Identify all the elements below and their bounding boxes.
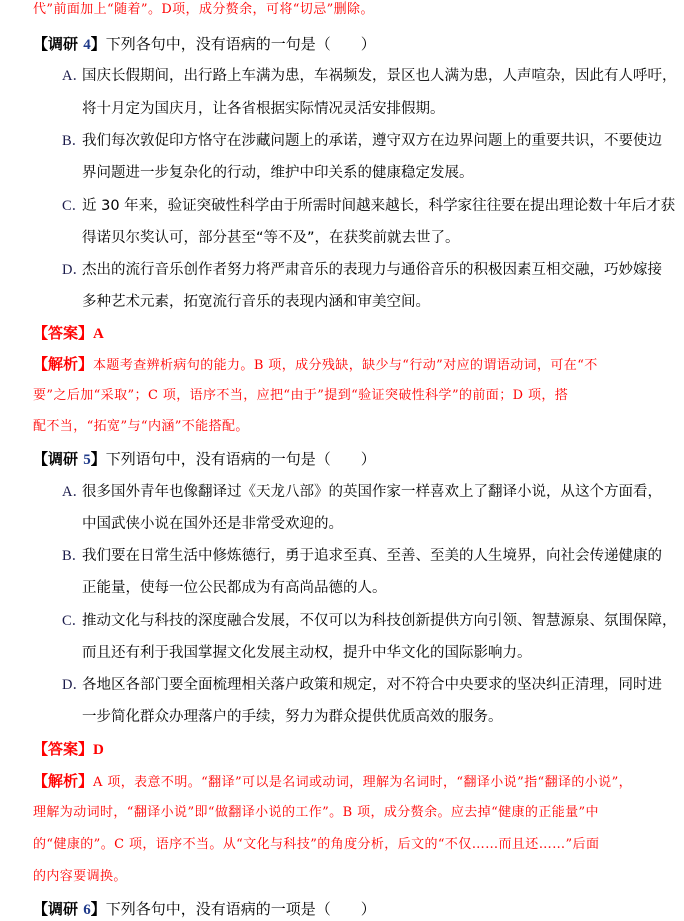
option-text: 我们每次敦促印方恪守在涉藏问题上的承诺，遵守双方在边界问题上的重要共识，不要使边	[82, 133, 662, 149]
question-5-header	[33, 449, 376, 470]
analysis-text: A 项，表意不明。“翻译”可以是名词或动词，理解为名词时，“翻译小说”指“翻译的小说”，	[93, 775, 633, 790]
q5-analysis-line-1	[33, 771, 632, 793]
answer-value: A	[93, 326, 104, 342]
q4-option-c-cont: 得诺贝尔奖认可，部分甚至“等不及”，在获奖前就去世了。	[82, 230, 460, 246]
option-text: 国庆长假期间，出行路上车满为患，车祸频发，景区也人满为患，人声喧杂，因此有人呼吁，	[82, 68, 677, 84]
option-letter: B．	[62, 133, 87, 149]
answer-label: 【答案】	[33, 324, 94, 342]
q5-answer	[33, 739, 104, 760]
question-number: 4	[83, 37, 91, 53]
q4-analysis-line-1	[33, 354, 598, 376]
q5-option-b	[62, 546, 662, 566]
option-text: 推动文化与科技的深度融合发展，不仅可以为科技创新提供方向引领、智慧源泉、氛围保障，	[82, 613, 677, 629]
prev-analysis-tail: 代”前面加上“随着”。D项，成分赘余，可将“切忌”删除。	[33, 2, 374, 17]
option-text: 各地区各部门要全面梳理相关落户政策和规定，对不符合中央要求的坚决纠正清理，同时进	[82, 677, 662, 693]
q5-analysis-line-4: 的内容要调换。	[33, 869, 127, 884]
option-letter: D．	[62, 677, 87, 693]
option-letter: A．	[62, 68, 87, 84]
question-label-close: 】	[90, 900, 106, 918]
option-text: 杰出的流行音乐创作者努力将严肃音乐的表现力与通俗音乐的积极因素互相交融，巧妙嫁接	[82, 262, 662, 278]
question-number: 5	[83, 452, 91, 468]
question-number: 6	[83, 902, 91, 918]
q4-option-b	[62, 131, 662, 151]
option-letter: C．	[62, 198, 87, 214]
answer-value: D	[93, 742, 104, 758]
analysis-label: 【解析】	[33, 772, 94, 790]
question-label-open: 【调研	[33, 450, 84, 468]
q4-option-a-cont: 将十月定为国庆月，让各省根据实际情况灵活安排假期。	[82, 101, 445, 117]
question-prompt: 下列各句中，没有语病的一句是（ ）	[105, 35, 376, 53]
option-letter: B．	[62, 548, 87, 564]
option-letter: A．	[62, 484, 87, 500]
q4-answer	[33, 323, 104, 344]
q4-option-c	[62, 196, 675, 216]
option-text: 近 30 年来，验证突破性科学由于所需时间越来越长，科学家往往要在提出理论数十年后才获	[82, 198, 676, 214]
q5-option-a	[62, 482, 662, 502]
q5-option-b-cont: 正能量，使每一位公民都成为有高尚品德的人。	[82, 580, 387, 596]
q5-option-c-cont: 而且还有利于我国掌握文化发展主动权，提升中华文化的国际影响力。	[82, 645, 532, 661]
q5-option-d	[62, 675, 662, 695]
analysis-text: 本题考查辨析病句的能力。B 项，成分残缺，缺少与“行动”对应的谓语动词，可在“不	[93, 358, 598, 373]
q4-analysis-line-3: 配不当，“拓宽”与“内涵”不能搭配。	[33, 419, 249, 434]
q4-option-d-cont: 多种艺术元素，拓宽流行音乐的表现内涵和审美空间。	[82, 294, 430, 310]
q4-analysis-line-2: 要”之后加“采取”；C 项，语序不当，应把“由于”提到“验证突破性科学”的前面；D 项，搭	[33, 388, 569, 403]
q5-analysis-line-3: 的“健康的”。C 项，语序不当。从“文化与科技”的角度分析，后文的“不仅……而且还……”后面	[33, 837, 600, 852]
q5-analysis-line-2: 理解为动词时，“翻译小说”即“做翻译小说的工作”。B 项，成分赘余。应去掉“健康的正能量”中	[33, 805, 599, 820]
q4-option-b-cont: 界问题进一步复杂化的行动，维护中印关系的健康稳定发展。	[82, 165, 474, 181]
question-label-open: 【调研	[33, 900, 84, 918]
question-label-close: 】	[90, 35, 106, 53]
analysis-label: 【解析】	[33, 355, 94, 373]
question-prompt: 下列语句中，没有语病的一句是（ ）	[105, 450, 376, 468]
option-text: 很多国外青年也像翻译过《天龙八部》的英国作家一样喜欢上了翻译小说，从这个方面看，	[82, 484, 662, 500]
answer-label: 【答案】	[33, 740, 94, 758]
option-text: 我们要在日常生活中修炼德行，勇于追求至真、至善、至美的人生境界，向社会传递健康的	[82, 548, 662, 564]
q5-option-c	[62, 611, 677, 631]
option-letter: D．	[62, 262, 87, 278]
question-6-header	[33, 899, 376, 920]
question-prompt: 下列各句中，没有语病的一项是（ ）	[105, 900, 376, 918]
question-label-close: 】	[90, 450, 106, 468]
question-label-open: 【调研	[33, 35, 84, 53]
q4-option-d	[62, 260, 662, 280]
option-letter: C．	[62, 613, 87, 629]
q5-option-a-cont: 中国武侠小说在国外还是非常受欢迎的。	[82, 516, 343, 532]
q5-option-d-cont: 一步简化群众办理落户的手续，努力为群众提供优质高效的服务。	[82, 709, 503, 725]
q4-option-a	[62, 66, 677, 86]
question-4-header	[33, 34, 376, 55]
